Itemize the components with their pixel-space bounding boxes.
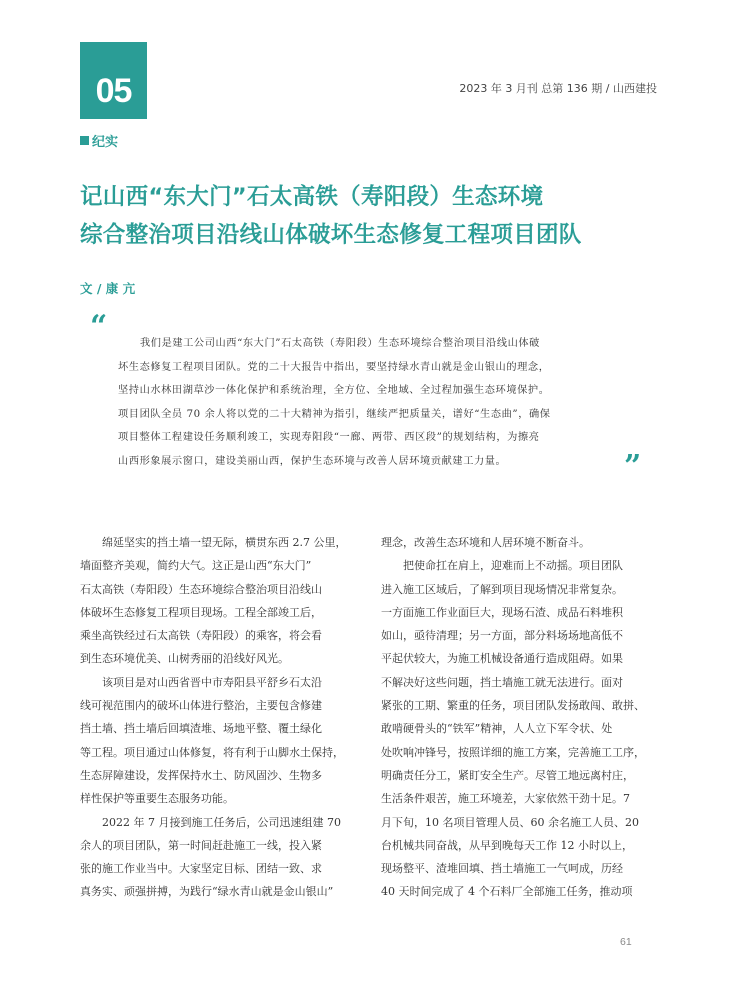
body-line: 线可视范围内的破坏山体进行整治，主要包含修建: [80, 699, 322, 713]
body-line: 真务实、顽强拼搏，为践行“绿水青山就是金山银山”: [80, 885, 334, 899]
abstract-line: 项目整体工程建设任务顺利竣工，实现寿阳段“一廊、两带、西区段”的规划结构，为擦亮: [118, 432, 540, 444]
title-line: 综合整治项目沿线山体破坏生态修复工程项目团队: [80, 222, 582, 248]
body-line: 处吹响冲锋号，按照详细的施工方案，完善施工工序，: [381, 745, 645, 759]
body-line: 乘坐高铁经过石太高铁（寿阳段）的乘客，将会看: [80, 629, 322, 643]
body-line: 台机械共同奋战，从早到晚每天工作 12 小时以上，: [381, 838, 633, 852]
abstract-line: 山西形象展示窗口，建设美丽山西，保护生态环境与改善人居环境贡献建工力量。: [118, 455, 507, 467]
body-line: 平起伏较大，为施工机械设备通行造成阻碍。如果: [381, 652, 623, 666]
body-line: 把使命扛在肩上，迎难而上不动摇。项目团队: [381, 559, 623, 573]
abstract: [118, 332, 618, 474]
chapter-number: 05: [95, 72, 132, 110]
body-line: 2022 年 7 月接到施工任务后，公司迅速组建 70: [80, 815, 341, 829]
body-line: 到生态环境优美、山树秀丽的沿线好风光。: [80, 652, 289, 666]
body-line: 生活条件艰苦，施工环境差，大家依然干劲十足。7: [381, 792, 630, 806]
chapter-number-badge: [80, 42, 147, 119]
close-quote-icon: ”: [624, 449, 642, 484]
title-line: 记山西“东大门”石太高铁（寿阳段）生态环境: [80, 184, 544, 210]
open-quote-icon: “: [90, 309, 108, 344]
body-line: 如山，亟待清理；另一方面，部分料场场地高低不: [381, 629, 623, 643]
body-line: 生态屏障建设，发挥保持水土、防风固沙、生物多: [80, 768, 322, 782]
abstract-line: 项目团队全员 70 余人将以党的二十大精神为指引，继续严把质量关，谱好“生态曲”，确保: [118, 408, 551, 420]
page-number: 61: [620, 936, 632, 948]
body-column-left: [80, 531, 362, 904]
body-line: 余人的项目团队，第一时间赶赴施工一线，投入紧: [80, 838, 322, 852]
body-line: 40 天时间完成了 4 个石料厂全部施工任务，推动项: [381, 885, 633, 899]
abstract-line: 坚持山水林田湖草沙一体化保护和系统治理，全方位、全地域、全过程加强生态环境保护。: [118, 385, 550, 397]
body-line: 现场整平、渣堆回填、挡土墙施工一气呵成，历经: [381, 862, 623, 876]
body-line: 月下旬，10 名项目管理人员、60 余名施工人员、20: [381, 815, 639, 829]
author-byline: 文 / 康 亢: [80, 281, 136, 296]
body-line: 样性保护等重要生态服务功能。: [80, 792, 234, 806]
body-line: 明确责任分工，紧盯安全生产。尽管工地远离村庄，: [381, 768, 634, 782]
body-line: 张的施工作业当中。大家坚定目标、团结一致、求: [80, 862, 322, 876]
body-line: 绵延坚实的挡土墙一望无际，横贯东西 2.7 公里，: [80, 536, 347, 549]
body-line: 墙面整齐美观，简约大气。这正是山西“东大门”: [80, 559, 312, 573]
abstract-line: 坏生态修复工程项目团队。党的二十大报告中指出，要坚持绿水青山就是金山银山的理念，: [118, 361, 550, 373]
issue-info: 2023 年 3 月刊 总第 136 期 / 山西建投: [459, 82, 657, 95]
body-line: 理念，改善生态环境和人居环境不断奋斗。: [381, 536, 590, 549]
body-line: 紧张的工期、繁重的任务，项目团队发扬敢闯、敢拼、: [381, 699, 645, 713]
body-line: 该项目是对山西省晋中市寿阳县平舒乡石太沿: [80, 675, 322, 689]
section-label: 纪实: [92, 135, 119, 150]
body-line: 一方面施工作业面巨大，现场石渣、成品石料堆积: [381, 605, 623, 619]
article-title: [80, 178, 680, 254]
section-square-icon: [80, 136, 89, 145]
body-line: 进入施工区域后，了解到项目现场情况非常复杂。: [381, 582, 623, 596]
body-line: 挡土墙、挡土墙后回填渣堆、场地平整、覆土绿化: [80, 722, 322, 736]
abstract-line: 我们是建工公司山西“东大门”石太高铁（寿阳段）生态环境综合整治项目沿线山体破: [140, 338, 540, 349]
section-tag: [80, 131, 118, 150]
body-line: 体破坏生态修复工程项目现场。工程全部竣工后，: [80, 605, 322, 619]
body-line: 敢啃硬骨头的“铁军”精神，人人立下军令状、处: [381, 722, 613, 736]
body-line: 不解决好这些问题，挡土墙施工就无法进行。面对: [381, 675, 623, 689]
body-line: 石太高铁（寿阳段）生态环境综合整治项目沿线山: [80, 582, 322, 596]
body-column-right: [381, 531, 663, 904]
body-line: 等工程。项目通过山体修复，将有利于山脚水土保持，: [80, 745, 344, 759]
